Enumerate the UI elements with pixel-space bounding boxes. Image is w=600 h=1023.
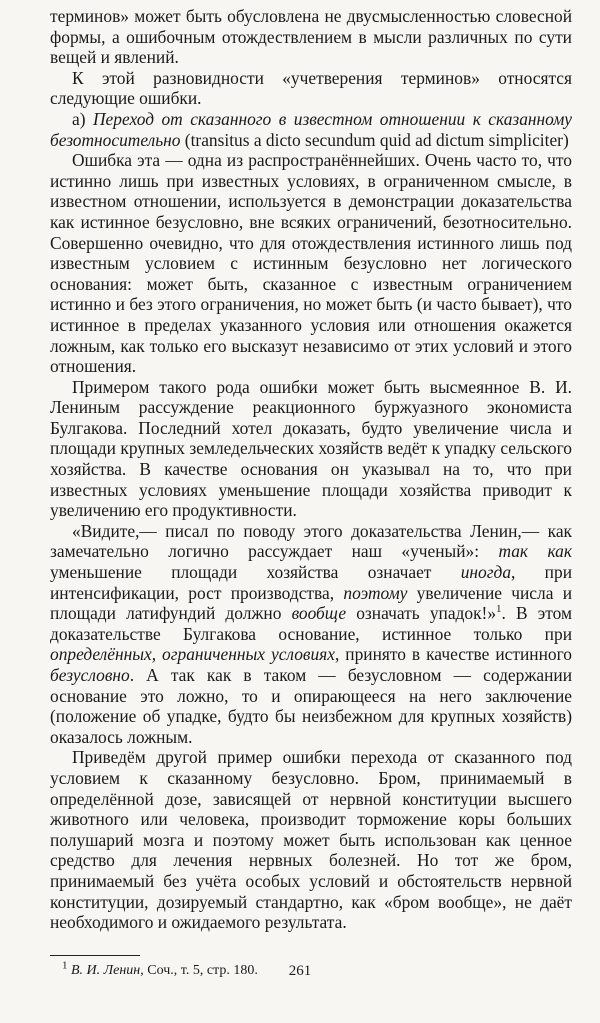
italic-text: Переход от сказанного в известном отношении к сказанному безотносительно: [50, 108, 573, 150]
paragraph: [50, 377, 572, 521]
text-run: означать упадок!»: [346, 603, 497, 624]
paragraph: [50, 109, 572, 150]
text-run: , принято в качестве истинного: [334, 644, 572, 665]
paragraph: [50, 150, 572, 377]
text-run: К этой разновидности «учетверения терминов» относятся следующие ошибки.: [50, 67, 572, 109]
text-run: (transitus a dicto secundum quid ad dictum simpliciter): [180, 129, 569, 150]
italic-text: вообще: [291, 603, 347, 624]
footnote-source: , Соч., т. 5, стр. 180.: [140, 962, 258, 978]
paragraph: [50, 68, 572, 109]
footnote-author: В. И. Ленин: [71, 962, 141, 978]
italic-text: иногда: [460, 562, 512, 583]
text-run: . В этом доказательстве Булгакова основание, истинное только при: [50, 603, 572, 644]
text-run: а): [72, 108, 93, 129]
paragraph: [50, 6, 572, 68]
text-run: Ошибка эта — одна из распространённейших. Очень часто то, что истинно лишь при известных условиях, в ограниченном смысле, в известном отношении, используется в демонстрации доказательства как истинное безусловно, вне всяких ограничений, безотносительно. Совершенно очевидно, что для отождествления истинного лишь под известным условием с истинным безусловно нет логического основания: может быть, сказанное с известным ограничением истинно и без этого ограничения, но может быть (и часто бывает), что истинное в пределах указанного условия или отношения окажется ложным, как только его высказут независимо от этих условий и этого отношения.: [50, 150, 572, 377]
footnote-ref: 1: [496, 603, 502, 616]
paragraph: [50, 747, 572, 932]
text-run: уменьшение площади хозяйства означает: [50, 562, 461, 583]
paragraph: [50, 521, 572, 748]
footnote-divider: [50, 955, 140, 956]
text-run: терминов» может быть обусловлена не двусмысленностью словесной формы, а ошибочным отождествлением в мысли различных по сути вещей и явлений.: [50, 6, 572, 68]
text-run: Приведём другой пример ошибки перехода от сказанного под условием к сказанному безусловно. Бром, принимаемый в определённой дозе, зависящей от нервной конституции высшего животного или человека, производит торможение коры больших полушарий мозга и поэтому может быть использован как ценное средство для лечения нервных болезней. Но тот же бром, принимаемый без учёта особых условий и обстоятельств нервной конституции, дозируемый стандартно, как «бром вообще», не даёт необходимого и ожидаемого результата.: [50, 747, 572, 933]
italic-text: поэтому: [343, 582, 408, 603]
page-number: 261: [288, 963, 312, 979]
text-run: Примером такого рода ошибки может быть высмеянное В. И. Лениным рассуждение реакционного буржуазного экономиста Булгакова. Последний хотел доказать, будто увеличение числа и площади крупных земледельческих хозяйств ведёт к упадку сельского хозяйства. В качестве основания он указывал на то, что при известных условиях уменьшение площади хозяйства приводит к увеличению его продуктивности.: [50, 376, 572, 521]
text-run: , при интенсификации, рост производства,: [50, 562, 572, 603]
text-run: «Видите,— писал по поводу этого доказательства Ленин,— как замечательно логично рассуждает наш «ученый»:: [50, 520, 572, 562]
italic-text: безусловно: [50, 665, 130, 685]
italic-text: так как: [498, 541, 572, 562]
italic-text: определённых, ограниченных условиях: [50, 644, 335, 665]
main-text: [50, 6, 572, 933]
text-run: увеличение числа и площади латифундий должно: [50, 582, 573, 624]
footnote-marker: 1: [62, 959, 68, 972]
text-run: . А так как в таком — безусловном — содержании основание это ложно, то и опирающееся на него заключение (положение об упадке, будто бы неизбежном для крупных хозяйств) оказалось ложным.: [50, 665, 572, 747]
